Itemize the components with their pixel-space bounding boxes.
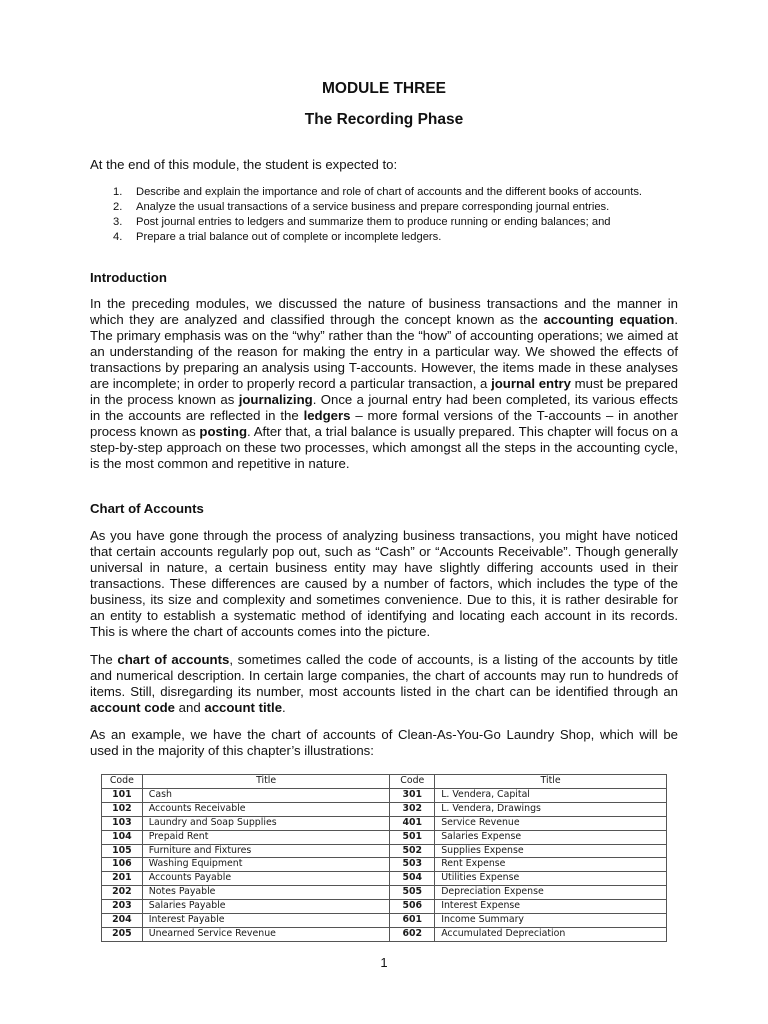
account-title: Depreciation Expense	[435, 886, 667, 900]
column-header-title: Title	[435, 775, 667, 789]
account-code: 506	[390, 900, 435, 914]
table-row	[102, 788, 667, 802]
text-run: must be prepared in the process known as	[90, 376, 679, 407]
text-run: . Once a journal entry had been completed, its various effects in the accounts are reflected in the	[90, 392, 678, 423]
account-code: 105	[102, 844, 143, 858]
column-header-title: Title	[142, 775, 390, 789]
table-row	[102, 914, 667, 928]
account-code: 301	[390, 788, 435, 802]
account-title: Furniture and Fixtures	[142, 844, 390, 858]
account-code: 502	[390, 844, 435, 858]
account-code: 204	[102, 914, 143, 928]
table-row	[102, 900, 667, 914]
section-heading-chart-of-accounts: Chart of Accounts	[90, 501, 204, 516]
text-run: , sometimes called the code of accounts, is a listing of the accounts by title and numerical description. In certain large companies, the chart of accounts may run to hundreds of items. Still, disregarding its number, most accounts listed in the chart can be identified through an	[90, 652, 678, 699]
account-title: L. Vendera, Drawings	[435, 802, 667, 816]
table-row	[102, 802, 667, 816]
term-accounting-equation: accounting equation	[543, 312, 675, 327]
account-title: Salaries Payable	[142, 900, 390, 914]
term-chart-of-accounts: chart of accounts	[117, 652, 230, 667]
account-title: Income Summary	[435, 914, 667, 928]
module-subtitle: The Recording Phase	[304, 111, 464, 128]
term-posting: posting	[199, 424, 248, 439]
objective-number: 2.	[113, 201, 123, 213]
account-code: 601	[390, 914, 435, 928]
table-row	[102, 858, 667, 872]
account-code: 505	[390, 886, 435, 900]
account-title: Laundry and Soap Supplies	[142, 816, 390, 830]
account-title: Interest Expense	[435, 900, 667, 914]
objectives-list	[90, 185, 678, 245]
account-title: Interest Payable	[142, 914, 390, 928]
chart-of-accounts-table	[101, 774, 667, 942]
text-run: . After that, a trial balance is usually prepared. This chapter will focus on a step-by-step approach on these two processes, which amongst all the steps in the accounting cycle, is the most common and repetitive in nature.	[90, 424, 679, 471]
account-code: 101	[102, 788, 143, 802]
objective-item	[90, 215, 678, 230]
account-title: Utilities Expense	[435, 872, 667, 886]
account-title: Notes Payable	[142, 886, 390, 900]
page-number: 1	[380, 955, 388, 970]
table-row	[102, 844, 667, 858]
objective-number: 1.	[113, 186, 123, 198]
text-run: – more formal versions of the T-accounts – in another process known as	[90, 408, 679, 439]
objective-text: Prepare a trial balance out of complete or incomplete ledgers.	[136, 231, 442, 243]
account-code: 104	[102, 830, 143, 844]
account-title: L. Vendera, Capital	[435, 788, 667, 802]
account-code: 205	[102, 927, 143, 941]
account-code: 201	[102, 872, 143, 886]
objective-text: Post journal entries to ledgers and summarize them to produce running or ending balances; and	[136, 216, 611, 228]
account-code: 602	[390, 927, 435, 941]
account-title: Service Revenue	[435, 816, 667, 830]
account-title: Salaries Expense	[435, 830, 667, 844]
term-journal-entry: journal entry	[491, 376, 571, 391]
term-ledgers: ledgers	[303, 408, 351, 423]
chart-of-accounts-paragraph-2	[90, 652, 678, 716]
objective-number: 4.	[113, 231, 123, 243]
account-code: 501	[390, 830, 435, 844]
account-title: Prepaid Rent	[142, 830, 390, 844]
account-code: 202	[102, 886, 143, 900]
account-code: 106	[102, 858, 143, 872]
table-row	[102, 830, 667, 844]
account-title: Unearned Service Revenue	[142, 927, 390, 941]
term-account-code: account code	[90, 700, 176, 715]
term-journalizing: journalizing	[238, 392, 313, 407]
objective-item	[90, 200, 678, 215]
introduction-paragraph	[90, 296, 678, 472]
account-code: 401	[390, 816, 435, 830]
account-title: Washing Equipment	[142, 858, 390, 872]
chart-of-accounts-paragraph-3: As an example, we have the chart of accounts of Clean-As-You-Go Laundry Shop, which will be used in the majority of this chapter’s illustrations:	[90, 727, 678, 758]
table-row	[102, 927, 667, 941]
account-title: Supplies Expense	[435, 844, 667, 858]
table-header-row	[102, 775, 667, 789]
text-run: .	[282, 700, 286, 715]
account-code: 503	[390, 858, 435, 872]
chart-of-accounts-paragraph-1: As you have gone through the process of analyzing business transactions, you might have noticed that certain accounts regularly pop out, such as “Cash” or “Accounts Receivable”. Though generally universal in nature, a certain business entity may have slightly differing accounts used in their transactions. These differences are caused by a number of factors, which includes the type of the business, its size and complexity and sometimes convenience. Due to this, it is rather desirable for an entity to establish a systematic method of identifying and locating each account in its records. This is where the chart of accounts comes into the picture.	[90, 528, 678, 639]
account-code: 302	[390, 802, 435, 816]
account-title: Cash	[142, 788, 390, 802]
objective-item	[90, 185, 678, 200]
objective-text: Describe and explain the importance and role of chart of accounts and the different books of accounts.	[136, 186, 643, 198]
text-run: In the preceding modules, we discussed the nature of business transactions and the manner in which they are analyzed and classified through the concept known as the	[90, 296, 678, 327]
table-row	[102, 886, 667, 900]
section-heading-introduction: Introduction	[90, 270, 167, 285]
table-row	[102, 872, 667, 886]
module-title: MODULE THREE	[322, 80, 446, 97]
text-run: . The primary emphasis was on the “why” rather than the “how” of accounting operations; we aimed at an understanding of the reason for making the entry in a particular way. We showed the effects of transactions by preparing an analysis using T-accounts. However, the items made in these analyses are incomplete; in order to properly record a particular transaction, a	[90, 312, 678, 391]
text-run: and	[175, 700, 205, 715]
account-code: 102	[102, 802, 143, 816]
objective-text: Analyze the usual transactions of a service business and prepare corresponding journal entries.	[136, 201, 610, 213]
account-code: 103	[102, 816, 143, 830]
account-title: Rent Expense	[435, 858, 667, 872]
objective-number: 3.	[113, 216, 123, 228]
account-code: 504	[390, 872, 435, 886]
account-title: Accumulated Depreciation	[435, 927, 667, 941]
term-account-title: account title	[204, 700, 283, 715]
column-header-code: Code	[390, 775, 435, 789]
table-row	[102, 816, 667, 830]
account-code: 203	[102, 900, 143, 914]
account-title: Accounts Payable	[142, 872, 390, 886]
account-title: Accounts Receivable	[142, 802, 390, 816]
column-header-code: Code	[102, 775, 143, 789]
objectives-intro: At the end of this module, the student is expected to:	[90, 157, 398, 172]
text-run: The	[90, 652, 118, 667]
objective-item	[90, 230, 678, 245]
